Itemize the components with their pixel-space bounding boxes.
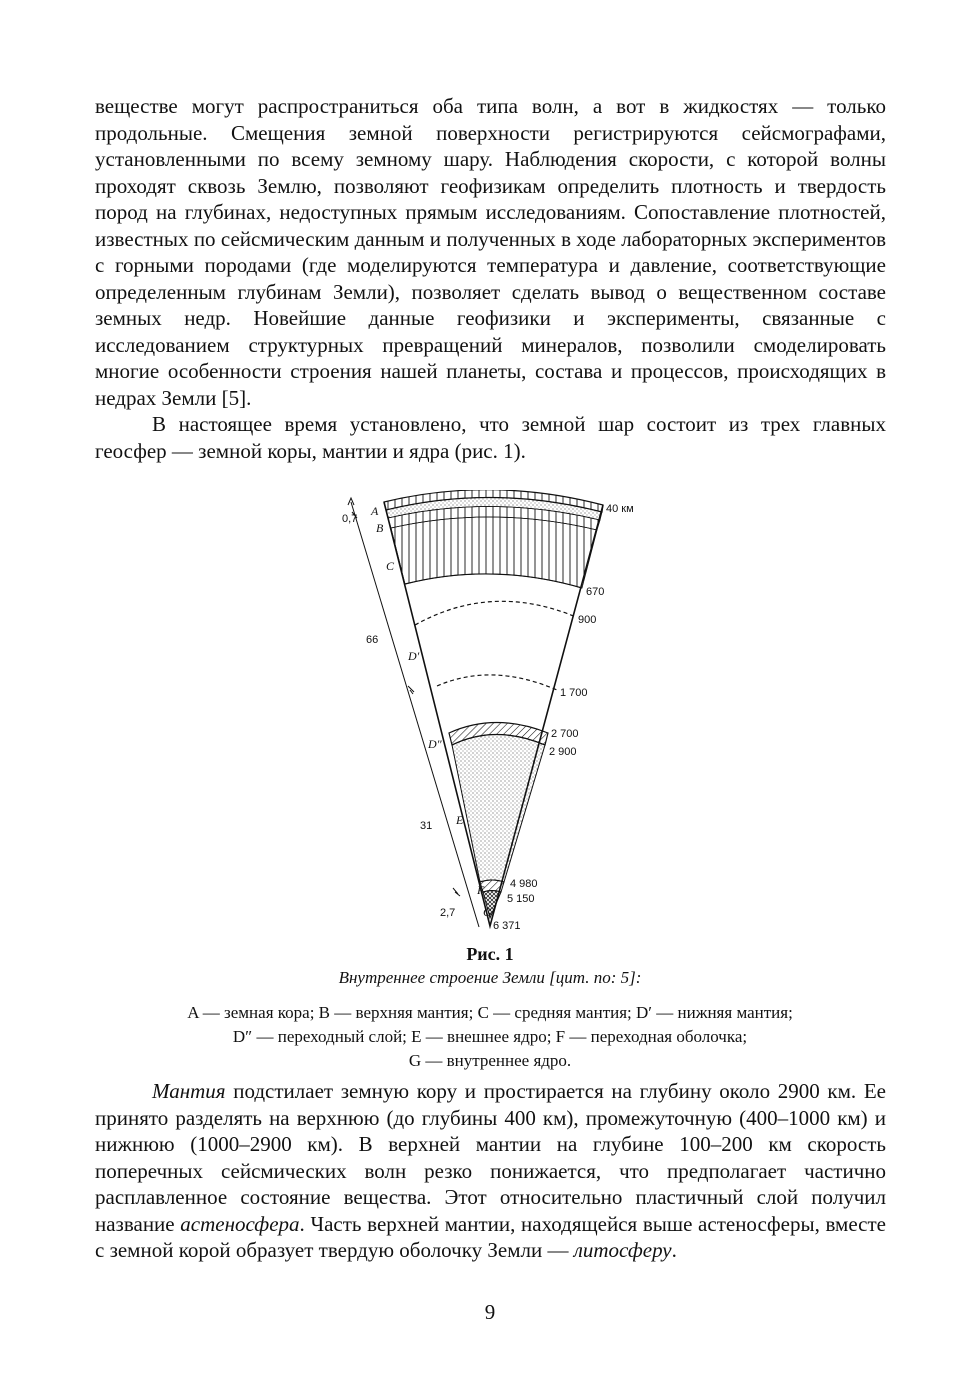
outer-core: [452, 735, 545, 883]
boundary-1700: [437, 675, 557, 690]
earth-structure-figure: [330, 490, 650, 940]
layer-letter-a: A: [371, 504, 379, 518]
layer-letter-e: E: [456, 813, 464, 827]
legend-line-3: G — внутреннее ядро.: [408, 1051, 572, 1070]
depth-label-670: 670: [586, 586, 605, 598]
legend-line-2: D″ — переходный слой; E — внешнее ядро; F — переходная оболочка;: [232, 1027, 748, 1046]
paragraph-3: [95, 1078, 886, 1264]
layer-letter-b: B: [376, 521, 384, 535]
layer-letter-c: C: [386, 559, 395, 573]
layer-letter-g: G: [483, 905, 492, 919]
percent-label-31: 31: [420, 820, 433, 832]
depth-label-40: 40 км: [606, 503, 634, 515]
scale-tick-3: [453, 888, 460, 896]
middle-mantle-layer: [391, 517, 597, 588]
percent-label-2-7: 2,7: [440, 907, 456, 919]
figure-legend: [100, 1001, 880, 1073]
boundary-900: [415, 601, 576, 625]
legend-line-1: A — земная кора; B — верхняя мантия; C — средняя мантия; D′ — нижняя мантия;: [187, 1003, 793, 1022]
term-asthenosphere: астеносфера: [180, 1211, 300, 1236]
layer-letter-f: F: [477, 883, 485, 897]
paragraph-3-part-a: подстилает земную кору и простирается на глубину около 2900 км. Ее принято разделять на верхнюю (до глубины 400 км), промежуточную (400–1000 км) и нижнюю (1000–2900 км). В верхней мантии на глубине 100–200 км скорость поперечных сейсмических волн резко понижается, что предполагает частично расплавленное состояние вещества. Этот относительно пластичный слой получил название: [95, 1079, 886, 1236]
paragraph-3-part-b: . Часть верхней мантии, находящейся выше астеносферы, вместе с земной корой образует твердую оболочку Земли —: [95, 1211, 886, 1262]
depth-label-2700: 2 700: [551, 728, 579, 740]
depth-label-2900: 2 900: [549, 746, 577, 758]
layer-letter-d2: D″: [428, 737, 442, 751]
paragraph-3-part-c: .: [671, 1238, 677, 1262]
depth-label-1700: 1 700: [560, 687, 588, 699]
paragraph-2: В настоящее время установлено, что земной шар состоит из трех главных геосфер — земной коры, мантии и ядра (рис. 1).: [95, 412, 886, 463]
percent-label-0-7: 0,7: [342, 513, 358, 525]
term-lithosphere: литосферу: [573, 1238, 672, 1262]
figure-title: Рис. 1: [466, 944, 514, 964]
figure-subtitle: Внутреннее строение Земли [цит. по: 5]:: [338, 968, 642, 987]
paragraph-1: веществе могут распространиться оба типа волн, а вот в жидкостях — только продольные. Смещения земной поверхности регистрируются сейсмографами, установленными по всему земному шару. Наблюдения скорости, с которой волны проходят сквозь Землю, позволяют геофизикам определить плотность и твердость пород на глубинах, недоступных прямым исследованиям. Сопоставление плотностей, известных по сейсмическим данным и полученных в ходе лабораторных экспериментов с горными породами (где моделируются температура и давление, соответствующие определенным глубинам Земли), позволяет сделать вывод о вещественном составе земных недр. Новейшие данные геофизики и эксперименты, связанные с исследованием структурных превращений минералов, позволили смоделировать многие особенности строения нашей планеты, состава и процессов, происходящих в недрах Земли [5].: [95, 94, 886, 410]
term-mantle: Мантия: [152, 1079, 226, 1103]
percent-label-66: 66: [366, 634, 379, 646]
depth-label-5150: 5 150: [507, 893, 535, 905]
depth-label-900: 900: [578, 614, 597, 626]
depth-label-6371: 6 371: [493, 920, 521, 932]
layer-letter-d1: D′: [408, 649, 420, 663]
scale-arrow-top: [348, 498, 354, 505]
depth-label-4980: 4 980: [510, 878, 538, 890]
page-number: 9: [484, 1300, 496, 1324]
